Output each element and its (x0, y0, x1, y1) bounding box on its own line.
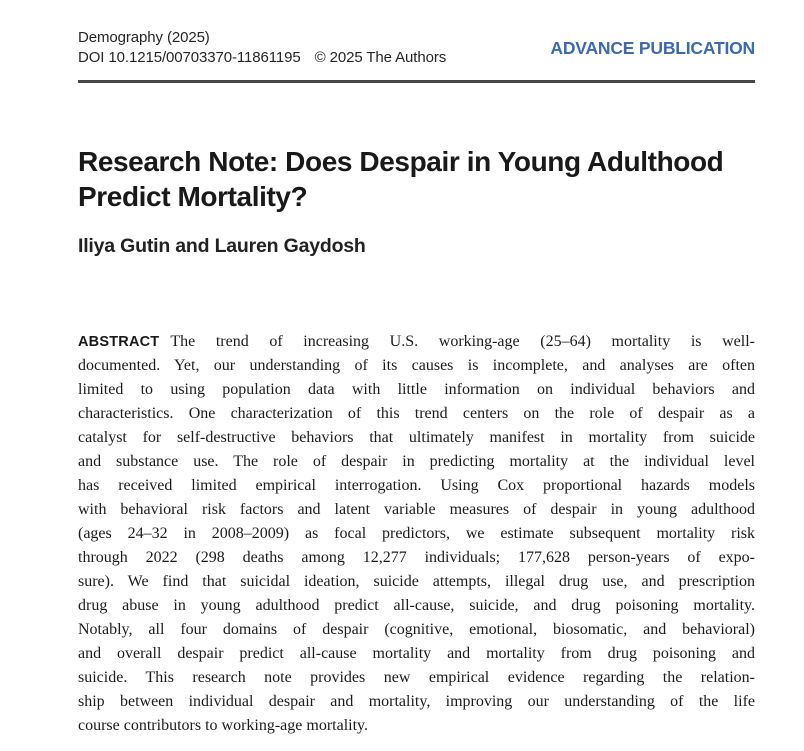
abstract-line: characteristics. One characterization of this trend centers on the role of despair as a (78, 405, 755, 422)
abstract-line: has received limited empirical interrogation. Using Cox proportional hazards models (78, 477, 755, 494)
abstract-line (78, 330, 755, 354)
abstract-line: and overall despair predict all-cause mortality and mortality from drug poisoning and (78, 645, 755, 662)
abstract-line: with behavioral risk factors and latent variable measures of despair in young adulthood (78, 501, 755, 518)
abstract-label: ABSTRACT (78, 334, 160, 350)
doi-line (78, 48, 446, 68)
abstract-line: drug abuse in young adulthood predict all-cause, suicide, and drug poisoning mortality. (78, 597, 755, 614)
abstract-line: and substance use. The role of despair in predicting mortality at the individual level (78, 453, 755, 470)
abstract-line: course contributors to working-age mortality. (78, 717, 368, 734)
abstract-line: limited to using population data with little information on individual behaviors and (78, 381, 755, 398)
authors-line: Iliya Gutin and Lauren Gaydosh (78, 235, 366, 257)
advance-publication-badge: ADVANCE PUBLICATION (550, 37, 755, 58)
header-divider (78, 80, 755, 83)
page-title-line-2: Predict Mortality? (78, 181, 308, 212)
page-header (78, 28, 755, 68)
abstract-line: sure). We find that suicidal ideation, suicide attempts, illegal drug use, and prescription (78, 573, 755, 590)
abstract-line: ship between individual despair and mortality, improving our understanding of the life (78, 693, 755, 710)
abstract-line: Notably, all four domains of despair (cognitive, emotional, biosomatic, and behavioral) (78, 621, 755, 638)
journal-name: Demography (2025) (78, 29, 210, 46)
page-title (78, 144, 755, 214)
abstract-section (78, 330, 755, 738)
abstract-line: documented. Yet, our understanding of its causes is incomplete, and analyses are often (78, 357, 755, 374)
abstract-line-text: The trend of increasing U.S. working-age (25–64) mortality is well- (170, 333, 755, 350)
abstract-line: (ages 24–32 in 2008–2009) as focal predictors, we estimate subsequent mortality risk (78, 525, 755, 542)
page-title-line-1: Research Note: Does Despair in Young Adulthood (78, 146, 724, 177)
copyright-text: © 2025 The Authors (314, 49, 447, 66)
doi-text: DOI 10.1215/00703370-11861195 (78, 49, 301, 66)
publication-meta (78, 28, 446, 68)
abstract-line: suicide. This research note provides new empirical evidence regarding the relation- (78, 669, 755, 686)
abstract-line: through 2022 (298 deaths among 12,277 individuals; 177,628 person-years of expo- (78, 549, 755, 566)
abstract-line: catalyst for self-destructive behaviors that ultimately manifest in mortality from suicide (78, 429, 755, 446)
